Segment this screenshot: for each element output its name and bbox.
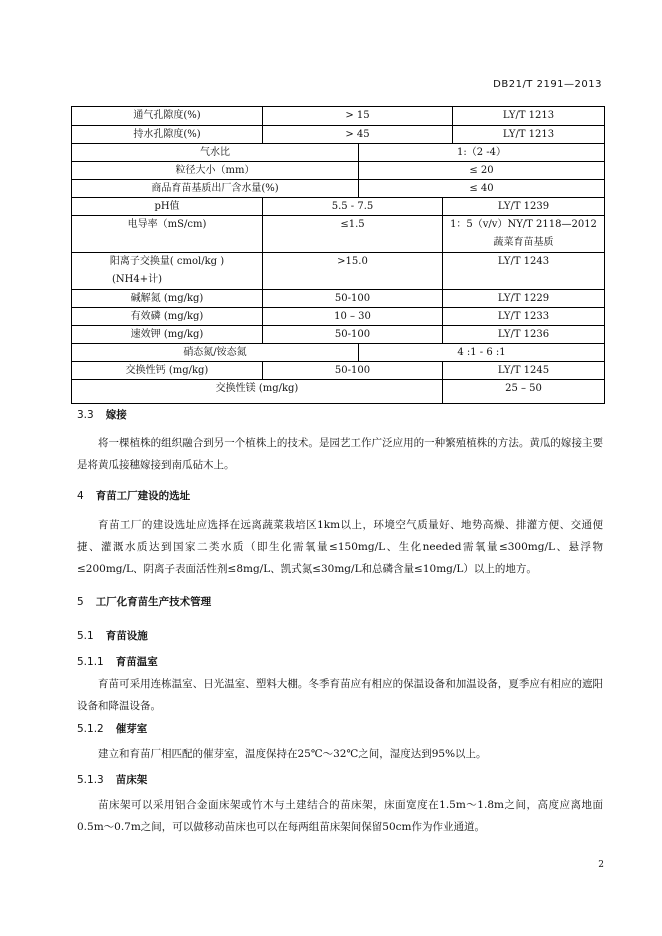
param-name: 持水孔隙度(%): [133, 128, 201, 140]
section-title: 育苗温室: [115, 656, 158, 668]
table-row: [72, 179, 604, 197]
section-number: 5.1.2: [77, 723, 104, 735]
section-heading: [77, 628, 148, 643]
table-row: [72, 107, 604, 125]
param-name: 有效磷 (mg/kg): [130, 310, 204, 322]
param-name: 粒径大小（mm）: [175, 164, 255, 176]
param-name: 交换性钙 (mg/kg): [125, 364, 209, 376]
section-title: 育苗工厂建设的选址: [95, 490, 191, 502]
section-paragraph: 建立和育苗厂相匹配的催芽室，温度保持在25℃～32℃之间，湿度达到95%以上。: [98, 748, 487, 760]
param-name: 气水比: [200, 146, 230, 158]
doc-code: DB21/T 2191—2013: [493, 79, 602, 90]
table-row: [72, 197, 604, 215]
param-method: LY/T 1243: [442, 253, 604, 289]
param-method: LY/T 1213: [452, 107, 604, 125]
param-value: 25 – 50: [442, 380, 604, 403]
method-line: 蔬菜育苗基质: [493, 237, 554, 248]
param-value: 1:（2 -4）: [358, 144, 604, 161]
param-value: 4 :1 - 6 :1: [358, 344, 604, 361]
param-method: LY/T 1213: [452, 126, 604, 143]
param-value: 50-100: [262, 362, 442, 379]
param-value: 5.5 - 7.5: [262, 198, 442, 215]
section-paragraph: 将一棵植株的组织融合到另一个植株上的技术。是园艺工作广泛应用的一种繁殖植株的方法。黄瓜的嫁接主要是将黄瓜接穗嫁接到南瓜砧木上。: [77, 437, 603, 471]
param-method: LY/T 1239: [442, 198, 604, 215]
section-title: 嫁接: [105, 409, 127, 421]
section-heading: [77, 721, 147, 736]
table-row: [72, 252, 604, 289]
param-name: [72, 253, 262, 289]
param-name: 通气孔隙度(%): [133, 110, 201, 121]
substrate-parameter-table: [71, 106, 605, 404]
table-row: [72, 125, 604, 143]
section-title: 育苗设施: [105, 630, 148, 642]
section-number: 5: [77, 596, 84, 608]
section-number: 5.1.1: [77, 656, 104, 668]
section-heading: [77, 654, 158, 669]
section-number: 4: [77, 490, 84, 502]
param-method: LY/T 1236: [442, 326, 604, 343]
param-value: 50-100: [262, 326, 442, 343]
param-value: > 15: [262, 107, 452, 125]
table-row: [72, 343, 604, 361]
param-value: ≤1.5: [262, 216, 442, 252]
param-value: >15.0: [262, 253, 442, 289]
param-value: ≤ 20: [358, 162, 604, 179]
section-number: 5.1.3: [77, 774, 104, 786]
section-heading: [77, 488, 190, 503]
section-heading: [77, 407, 127, 422]
param-name: 电导率（mS/cm): [127, 219, 207, 230]
param-value: 50-100: [262, 290, 442, 307]
param-method: LY/T 1233: [442, 308, 604, 325]
section-paragraph: 苗床架可以采用铝合金面床架或竹木与土建结合的苗床架，床面宽度在1.5m～1.8m之间，高度应离地面0.5m～0.7m之间，可以做移动苗床也可以在每两组苗床架间保留50cm作为作业通道。: [77, 799, 603, 833]
param-value: > 45: [262, 126, 452, 143]
section-heading: [77, 594, 211, 609]
table-row: [72, 325, 604, 343]
param-name: 速效钾 (mg/kg): [130, 328, 204, 340]
param-method: LY/T 1245: [442, 362, 604, 379]
table-row: [72, 379, 604, 403]
table-row: [72, 161, 604, 179]
section-heading: [77, 772, 147, 787]
param-method: LY/T 1229: [442, 290, 604, 307]
table-row: [72, 307, 604, 325]
table-row: [72, 361, 604, 379]
table-row: [72, 289, 604, 307]
section-number: 5.1: [77, 630, 94, 642]
param-value: ≤ 40: [358, 180, 604, 197]
table-row: [72, 143, 604, 161]
param-name: 交换性镁 (mg/kg): [215, 383, 299, 394]
section-paragraph: 育苗可采用连栋温室、日光温室、塑料大棚。冬季育苗应有相应的保温设备和加温设备，夏季应有相应的遮阳设备和降温设备。: [77, 678, 603, 712]
section-title: 工厂化育苗生产技术管理: [95, 596, 212, 608]
table-row: [72, 215, 604, 252]
param-value: 10 – 30: [262, 308, 442, 325]
section-title: 苗床架: [115, 774, 148, 786]
param-name: 商品育苗基质出厂含水量(%): [151, 182, 279, 194]
param-name: pH值: [154, 200, 180, 212]
param-name: 硝态氮/铵态氮: [183, 346, 247, 358]
name-line: (NH4+计): [112, 274, 163, 285]
method-line: 1：5（v/v）NY/T 2118—2012: [450, 219, 597, 230]
section-paragraph: 育苗工厂的建设选址应选择在远离蔬菜栽培区1km以上，环境空气质量好、地势高燥、排灌方便、交通便捷、灌溉水质达到国家二类水质（即生化需氧量≤150mg/L、生化needed需氧量≤300mg/L、悬浮物≤200mg/L、阴离子表面活性剂≤8mg/L、凯式氮≤30mg/L和总磷含量≤10mg/L）以上的地方。: [77, 519, 603, 575]
param-method: [442, 216, 604, 252]
page-number: 2: [598, 860, 604, 870]
section-number: 3.3: [77, 409, 94, 421]
name-line: 阳离子交换量( cmol/kg ): [109, 256, 225, 267]
param-name: 碱解氮 (mg/kg): [130, 292, 204, 304]
section-title: 催芽室: [115, 723, 148, 735]
